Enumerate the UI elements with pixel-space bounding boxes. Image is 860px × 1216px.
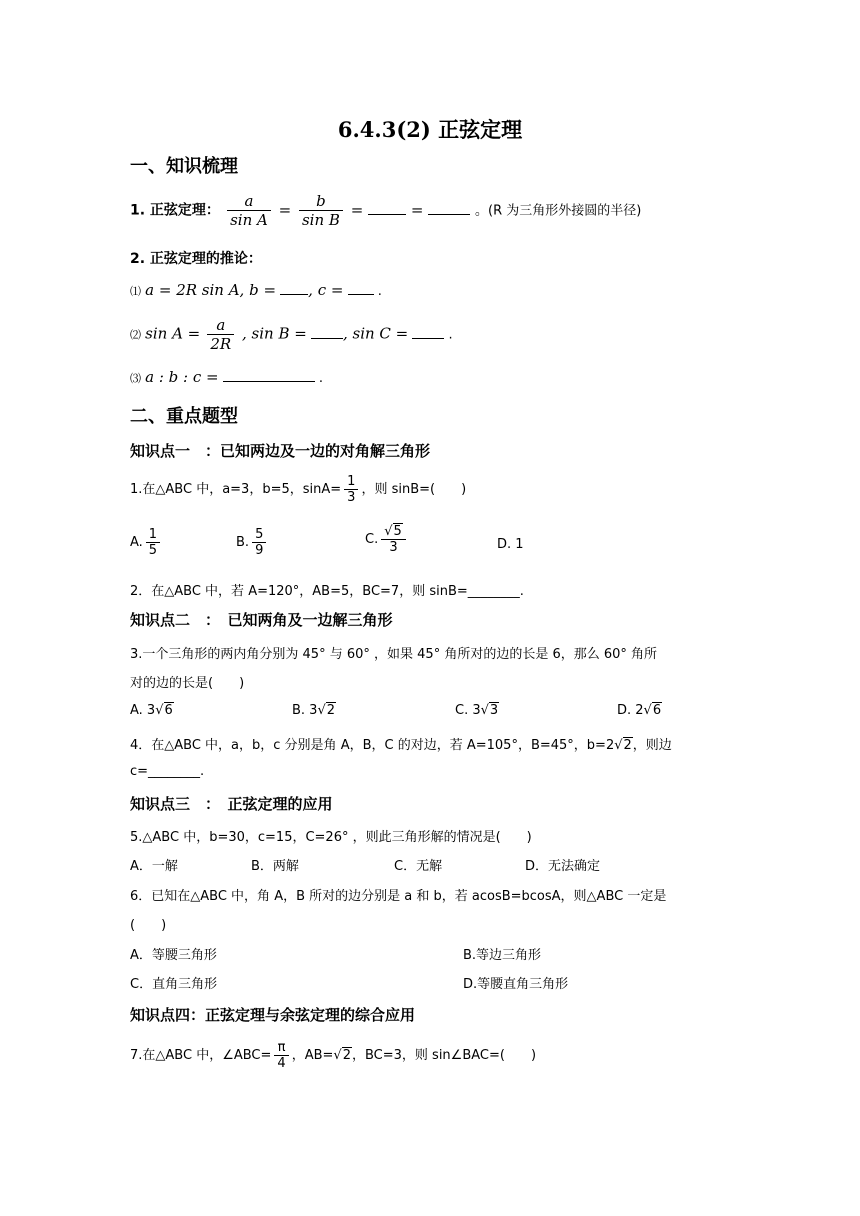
corollary-3-text: a : b : c = [145, 368, 219, 386]
option-label: B. [236, 535, 250, 550]
numerator: 1 [347, 474, 356, 489]
corollary-1-text: a = 2R sin A, b = [145, 281, 277, 299]
numerator: 5 [255, 527, 264, 542]
numerator: a [216, 316, 226, 334]
radicand: 5 [393, 524, 402, 539]
radicand: 6 [652, 703, 662, 718]
numerator: a [244, 192, 254, 210]
corollary-2-pre: sin A = [145, 324, 201, 343]
fraction-pi-4 [274, 1040, 288, 1071]
question-4-line-1: 4．在△ABC 中，a，b，c 分别是角 A，B，C 的对边，若 A=105°，B=45°，b=2√2，则边 [130, 738, 672, 753]
corollary-2: ⑵ sin A = $\frac{a}{2R}$ , sin B = , sin C = . [130, 316, 453, 353]
corollary-2-mid2: , sin C = [342, 324, 409, 343]
blank [311, 326, 343, 339]
radicand: 2 [342, 1048, 351, 1063]
question-3-line-1: 3.一个三角形的两内角分别为 45° 与 60° ，如果 45° 角所对的边的长是 6，那么 60° 角所 [130, 647, 658, 662]
radicand: 3 [489, 703, 499, 718]
question-4-line-2: c=________. [130, 764, 205, 779]
q4-post: ，则边 [632, 738, 672, 753]
corollary-1: ⑴ a = 2R sin A, b = , c = . [130, 281, 382, 299]
option-label: A. 3 [130, 703, 156, 718]
denominator: sin B [299, 210, 343, 229]
corollary-3: ⑶ a : b : c = . [130, 368, 324, 386]
option-label: C. [365, 532, 379, 547]
q4-pre: 4．在△ABC 中，a，b，c 分别是角 A，B，C 的对边，若 A=105°，B=45°，b=2 [130, 738, 615, 753]
item2-label: 2. 正弦定理的推论： [130, 251, 262, 267]
radicand: 2 [623, 738, 632, 753]
item1-label: 1. 正弦定理： [130, 202, 220, 219]
q6-option-d[interactable]: D.等腰直角三角形 [463, 977, 569, 992]
q6-option-c[interactable]: C．直角三角形 [130, 977, 218, 992]
numerator: π [277, 1040, 286, 1055]
q3-option-c[interactable]: C. 3√3 [455, 703, 499, 718]
denominator: 5 [146, 542, 160, 558]
knowledge-point-2: 知识点二 ： 已知两角及一边解三角形 [130, 611, 393, 629]
question-5-stem: 5.△ABC 中，b=30，c=15，C=26° ，则此三角形解的情况是( ) [130, 830, 532, 845]
page-title: 6.4.3(2) 正弦定理 [337, 117, 523, 142]
corollary-heading [130, 248, 262, 268]
blank [348, 282, 374, 295]
option-label: C. 3 [455, 703, 481, 718]
numerator: b [316, 192, 326, 210]
knowledge-point-1: 知识点一 ：已知两边及一边的对角解三角形 [130, 442, 431, 460]
fraction-a-over-2R [207, 316, 234, 353]
q7-mid: ，AB= [291, 1048, 334, 1063]
denominator: 3 [381, 539, 406, 555]
q6-option-b[interactable]: B.等边三角形 [463, 948, 542, 963]
fraction-1-3 [344, 474, 358, 505]
denominator: sin A [227, 210, 271, 229]
item-marker: ⑴ [130, 285, 141, 298]
blank [428, 202, 470, 215]
option-label: A. [130, 535, 143, 550]
q7-post: ，BC=3，则 sin∠BAC=( ) [351, 1048, 537, 1063]
q1-option-a[interactable] [130, 527, 163, 558]
fraction-b-over-sinB [299, 192, 343, 229]
option-fraction: $\frac{√5}{3}$ [381, 524, 406, 555]
item1-note: 。(R 为三角形外接圆的半径) [475, 203, 642, 219]
blank [368, 202, 406, 215]
q5-option-b[interactable]: B．两解 [251, 859, 299, 874]
q3-option-a[interactable]: A. 3√6 [130, 703, 173, 718]
corollary-2-mid1: , sin B = [242, 324, 307, 343]
q1-pre: 1.在△ABC 中，a=3，b=5，sinA= [130, 482, 342, 497]
q3-option-b[interactable]: B. 3√2 [292, 703, 336, 718]
fraction-a-over-sinA [227, 192, 271, 229]
q3-option-d[interactable]: D. 2√6 [617, 703, 662, 718]
question-1-stem [130, 474, 466, 505]
q1-option-c[interactable] [365, 524, 409, 555]
question-7-stem: 7.在△ABC 中，∠ABC= $\frac{\pi}{4}$ ，AB=√2，BC=3，则 sin∠BAC=( ) [130, 1040, 537, 1071]
item-marker: ⑵ [130, 328, 141, 342]
radicand: 6 [164, 703, 173, 718]
blank [412, 326, 444, 339]
question-6-line-1: 6．已知在△ABC 中，角 A，B 所对的边分别是 a 和 b，若 acosB=bcosA，则△ABC 一定是 [130, 889, 667, 904]
q1-option-d[interactable]: D. 1 [497, 537, 524, 552]
option-label: D. 2 [617, 703, 644, 718]
blank [223, 369, 315, 382]
option-fraction [146, 527, 160, 558]
knowledge-point-4: 知识点四：正弦定理与余弦定理的综合应用 [130, 1006, 416, 1024]
q1-post: ，则 sinB=( ) [361, 482, 467, 497]
q7-pre: 7.在△ABC 中，∠ABC= [130, 1048, 272, 1063]
blank [280, 282, 308, 295]
q5-option-d[interactable]: D．无法确定 [525, 859, 601, 874]
q1-option-b[interactable] [236, 527, 269, 558]
corollary-1-mid: , c = [308, 281, 344, 299]
item-marker: ⑶ [130, 372, 141, 385]
radicand: 2 [326, 703, 336, 718]
denominator: 9 [252, 542, 266, 558]
question-6-line-2: ( ) [130, 918, 167, 933]
option-label: B. 3 [292, 703, 318, 718]
question-3-line-2: 对的边的长是( ) [130, 676, 245, 691]
q5-option-a[interactable]: A．一解 [130, 859, 178, 874]
q5-option-c[interactable]: C．无解 [394, 859, 443, 874]
section-heading-2: 二、重点题型 [130, 406, 238, 427]
numerator: 1 [148, 527, 158, 542]
question-2: 2．在△ABC 中，若 A=120°，AB=5，BC=7，则 sinB=________. [130, 584, 524, 599]
option-fraction [252, 527, 266, 558]
q6-option-a[interactable]: A．等腰三角形 [130, 948, 217, 963]
sine-law-statement: 1. 正弦定理： $\frac{a}{\text{sin A}}$ = $\frac{b}{\text{sin B}}$ = = 。(R 为三角形外接圆的半径) [130, 192, 642, 229]
denominator: 2R [207, 334, 234, 353]
section-heading-1: 一、知识梳理 [130, 156, 238, 177]
denominator: 3 [344, 489, 358, 505]
denominator: 4 [274, 1055, 288, 1071]
knowledge-point-3: 知识点三 ： 正弦定理的应用 [130, 795, 333, 813]
